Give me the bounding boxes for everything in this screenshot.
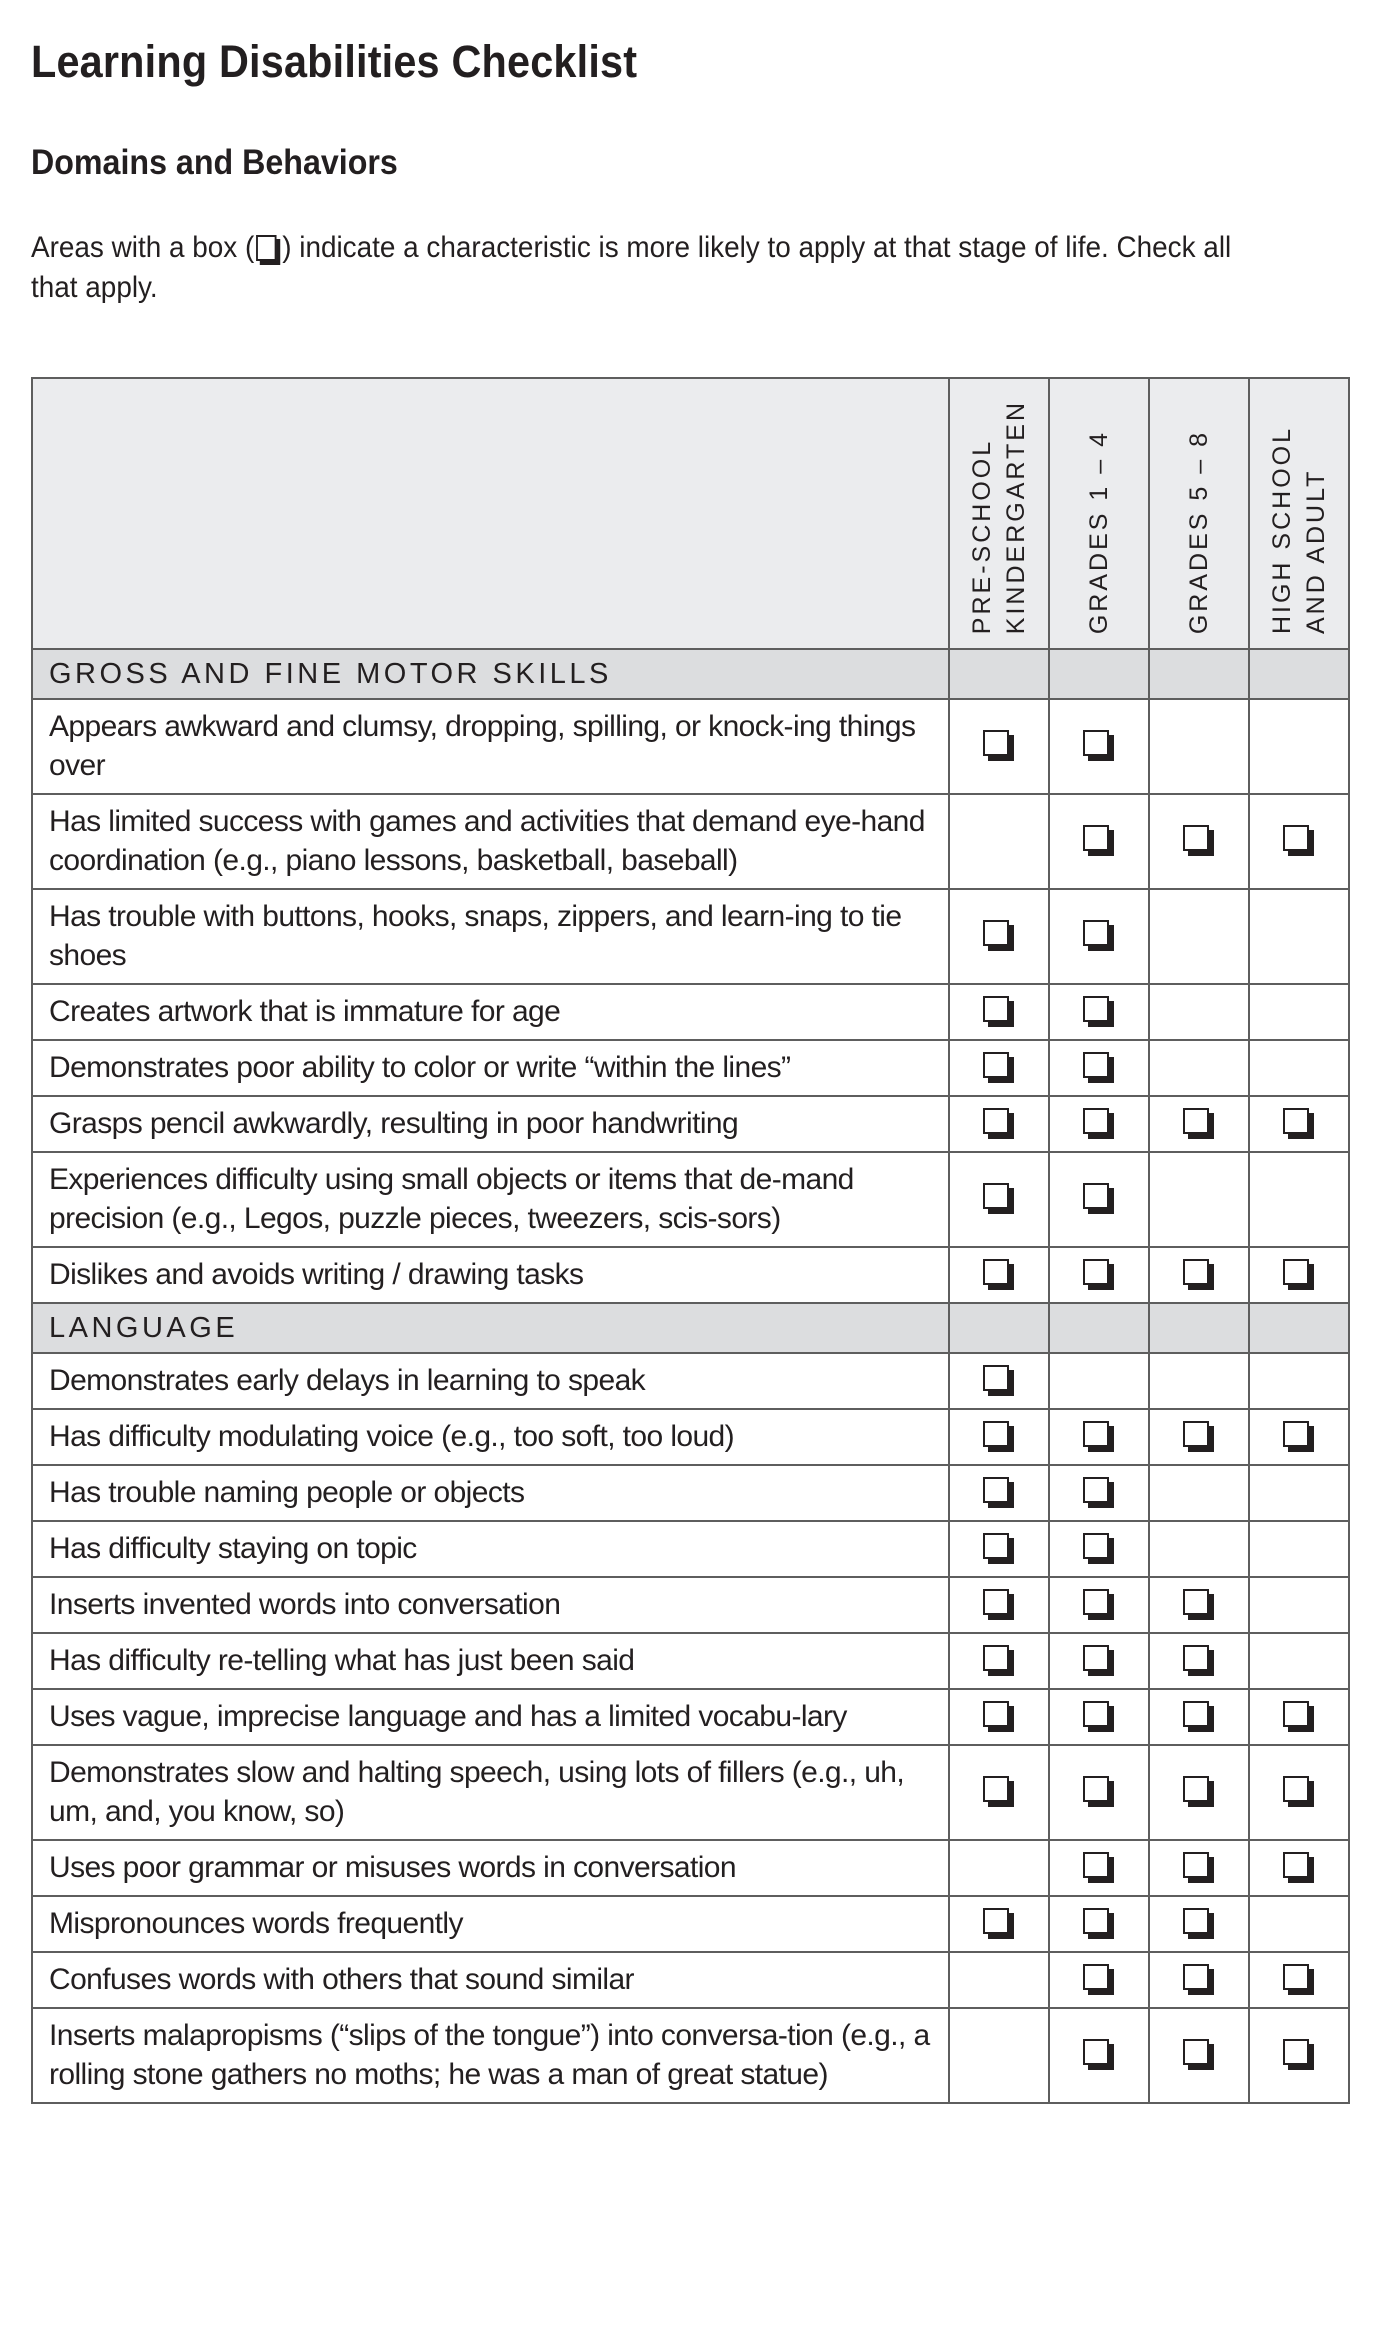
grade-cell: [1249, 1465, 1349, 1521]
behavior-description: Has difficulty staying on topic: [32, 1521, 949, 1577]
grade-cell: [1249, 1521, 1349, 1577]
checkbox-icon[interactable]: [983, 1776, 1009, 1802]
checkbox-icon[interactable]: [983, 1365, 1009, 1391]
section-header-empty-cell: [1249, 649, 1349, 699]
checkbox-icon[interactable]: [1083, 1421, 1109, 1447]
table-row: [32, 1521, 1349, 1577]
grade-cell: [1049, 699, 1149, 794]
grade-cell: [1249, 1633, 1349, 1689]
grade-cell: [949, 699, 1049, 794]
checkbox-icon[interactable]: [1183, 1108, 1209, 1134]
checkbox-icon[interactable]: [1183, 825, 1209, 851]
checkbox-icon[interactable]: [1083, 1108, 1109, 1134]
intro-text-end: ) indicate a characteristic is more likely to apply at that stage of life. Check all that apply.: [31, 231, 1232, 304]
grade-cell: [949, 1952, 1049, 2008]
grade-cell: [949, 889, 1049, 984]
checkbox-icon[interactable]: [1183, 1645, 1209, 1671]
grade-cell: [949, 1896, 1049, 1952]
grade-cell: [1149, 1040, 1249, 1096]
grade-cell: [949, 1353, 1049, 1409]
grade-cell: [1249, 1577, 1349, 1633]
grade-cell: [949, 1152, 1049, 1247]
grade-cell: [1049, 889, 1149, 984]
checkbox-icon[interactable]: [983, 1052, 1009, 1078]
behavior-description: Creates artwork that is immature for age: [32, 984, 949, 1040]
checkbox-icon[interactable]: [1183, 1908, 1209, 1934]
checkbox-icon[interactable]: [1183, 1776, 1209, 1802]
grade-cell: [1049, 1353, 1149, 1409]
checkbox-icon[interactable]: [1083, 1908, 1109, 1934]
checkbox-icon[interactable]: [983, 1533, 1009, 1559]
grade-cell: [1049, 1521, 1149, 1577]
checkbox-icon[interactable]: [1283, 1776, 1309, 1802]
grade-cell: [949, 1840, 1049, 1896]
grade-cell: [1149, 1840, 1249, 1896]
section-header-cell: [32, 649, 949, 699]
checkbox-icon[interactable]: [1083, 1589, 1109, 1615]
table-row: [32, 1353, 1349, 1409]
section-subtitle: Domains and Behaviors: [31, 143, 398, 182]
section-header-empty-cell: [949, 649, 1049, 699]
table-row: [32, 889, 1349, 984]
checkbox-icon[interactable]: [1283, 825, 1309, 851]
table-row: [32, 1247, 1349, 1303]
grade-cell: [1249, 1096, 1349, 1152]
grade-cell: [1049, 1465, 1149, 1521]
checkbox-icon[interactable]: [1283, 1108, 1309, 1134]
grade-cell: [949, 794, 1049, 889]
grade-cell: [1049, 1096, 1149, 1152]
grade-cell: [1149, 1952, 1249, 2008]
checkbox-icon[interactable]: [1083, 1259, 1109, 1285]
section-header-row: [32, 649, 1349, 699]
behavior-description: Appears awkward and clumsy, dropping, spilling, or knock-ing things over: [32, 699, 949, 794]
grade-cell: [1249, 1152, 1349, 1247]
column-header-grades-5-8: GRADES 5 – 8: [1149, 378, 1249, 649]
grade-cell: [1249, 1247, 1349, 1303]
section-header-empty-cell: [1049, 649, 1149, 699]
behavior-description: Has difficulty modulating voice (e.g., too soft, too loud): [32, 1409, 949, 1465]
grade-cell: [1049, 1840, 1149, 1896]
behavior-description: Has trouble naming people or objects: [32, 1465, 949, 1521]
checkbox-icon[interactable]: [983, 1183, 1009, 1209]
behavior-description: Demonstrates early delays in learning to speak: [32, 1353, 949, 1409]
grade-cell: [949, 1689, 1049, 1745]
grade-cell: [1249, 1040, 1349, 1096]
checklist-body: [32, 649, 1349, 2103]
grade-cell: [1049, 1040, 1149, 1096]
behavior-description: Has trouble with buttons, hooks, snaps, zippers, and learn-ing to tie shoes: [32, 889, 949, 984]
checkbox-icon[interactable]: [983, 920, 1009, 946]
checkbox-icon[interactable]: [983, 1421, 1009, 1447]
section-header-empty-cell: [949, 1303, 1049, 1353]
checkbox-icon[interactable]: [983, 1589, 1009, 1615]
column-header-high-school: HIGH SCHOOL AND ADULT: [1249, 378, 1349, 649]
grade-cell: [1149, 2008, 1249, 2103]
behavior-column-header: [32, 378, 949, 649]
checkbox-icon[interactable]: [983, 996, 1009, 1022]
grade-cell: [1249, 1745, 1349, 1840]
grade-cell: [1149, 889, 1249, 984]
checkbox-icon[interactable]: [1083, 1477, 1109, 1503]
grade-cell: [949, 1577, 1049, 1633]
table-row: [32, 1040, 1349, 1096]
grade-cell: [1149, 1353, 1249, 1409]
checkbox-icon[interactable]: [1183, 1589, 1209, 1615]
grade-cell: [1049, 1896, 1149, 1952]
table-row: [32, 1409, 1349, 1465]
table-row: [32, 1633, 1349, 1689]
grade-cell: [1149, 1465, 1249, 1521]
checkbox-icon[interactable]: [1283, 1701, 1309, 1727]
checkbox-icon[interactable]: [1083, 920, 1109, 946]
checkbox-icon[interactable]: [1083, 1852, 1109, 1878]
checkbox-legend-icon: [256, 235, 276, 261]
grade-cell: [1049, 1952, 1149, 2008]
behavior-description: Inserts invented words into conversation: [32, 1577, 949, 1633]
grade-cell: [1149, 794, 1249, 889]
checkbox-icon[interactable]: [1283, 1421, 1309, 1447]
intro-text-start: Areas with a box (: [31, 231, 255, 264]
checkbox-icon[interactable]: [1083, 996, 1109, 1022]
grade-cell: [949, 1247, 1049, 1303]
grade-cell: [1249, 1840, 1349, 1896]
grade-cell: [1249, 699, 1349, 794]
behavior-description: Uses poor grammar or misuses words in conversation: [32, 1840, 949, 1896]
behavior-description: Demonstrates poor ability to color or write “within the lines”: [32, 1040, 949, 1096]
checkbox-icon[interactable]: [1083, 730, 1109, 756]
grade-cell: [949, 2008, 1049, 2103]
grade-cell: [1149, 1409, 1249, 1465]
column-header-grades-1-4: GRADES 1 – 4: [1049, 378, 1149, 649]
checkbox-icon[interactable]: [983, 1701, 1009, 1727]
grade-cell: [1249, 1353, 1349, 1409]
checkbox-icon[interactable]: [1183, 1259, 1209, 1285]
table-row: [32, 1465, 1349, 1521]
checkbox-icon[interactable]: [983, 1908, 1009, 1934]
table-row: [32, 1689, 1349, 1745]
grade-cell: [1249, 1409, 1349, 1465]
checkbox-icon[interactable]: [1083, 1645, 1109, 1671]
table-row: [32, 1896, 1349, 1952]
checkbox-icon[interactable]: [1083, 1183, 1109, 1209]
column-header-preschool: PRE-SCHOOL KINDERGARTEN: [949, 378, 1049, 649]
checkbox-icon[interactable]: [1283, 1852, 1309, 1878]
grade-cell: [1049, 2008, 1149, 2103]
grade-cell: [1049, 1745, 1149, 1840]
checkbox-icon[interactable]: [1083, 1964, 1109, 1990]
grade-cell: [1149, 1521, 1249, 1577]
checkbox-icon[interactable]: [1083, 1533, 1109, 1559]
checkbox-icon[interactable]: [983, 1645, 1009, 1671]
checkbox-icon[interactable]: [1183, 1852, 1209, 1878]
grade-cell: [949, 1521, 1049, 1577]
behavior-description: Grasps pencil awkwardly, resulting in poor handwriting: [32, 1096, 949, 1152]
section-header-empty-cell: [1149, 1303, 1249, 1353]
behavior-description: Experiences difficulty using small objects or items that de-mand precision (e.g., Legos, puzzle pieces, tweezers, scis-sors): [32, 1152, 949, 1247]
grade-cell: [1149, 1577, 1249, 1633]
checkbox-icon[interactable]: [1083, 1701, 1109, 1727]
grade-cell: [1249, 1896, 1349, 1952]
section-header-empty-cell: [1049, 1303, 1149, 1353]
grade-cell: [1049, 1152, 1149, 1247]
grade-cell: [1049, 984, 1149, 1040]
section-header-empty-cell: [1249, 1303, 1349, 1353]
grade-cell: [1049, 1247, 1149, 1303]
intro-text: [31, 228, 1277, 308]
grade-cell: [949, 1633, 1049, 1689]
checkbox-icon[interactable]: [1083, 2039, 1109, 2065]
grade-cell: [949, 1040, 1049, 1096]
checkbox-icon[interactable]: [1083, 1052, 1109, 1078]
grade-cell: [1049, 1409, 1149, 1465]
behavior-description: Has difficulty re-telling what has just been said: [32, 1633, 949, 1689]
table-row: [32, 794, 1349, 889]
behavior-description: Dislikes and avoids writing / drawing tasks: [32, 1247, 949, 1303]
behavior-description: Confuses words with others that sound similar: [32, 1952, 949, 2008]
table-row: [32, 1952, 1349, 2008]
checkbox-icon[interactable]: [983, 1108, 1009, 1134]
section-label: GROSS AND FINE MOTOR SKILLS: [49, 657, 612, 690]
checklist-table: [31, 377, 1350, 2104]
grade-cell: [949, 984, 1049, 1040]
section-header-row: [32, 1303, 1349, 1353]
table-row: [32, 1745, 1349, 1840]
behavior-description: Has limited success with games and activities that demand eye-hand coordination (e.g., piano lessons, basketball, baseball): [32, 794, 949, 889]
grade-cell: [1149, 1152, 1249, 1247]
table-row: [32, 699, 1349, 794]
grade-cell: [949, 1465, 1049, 1521]
checkbox-icon[interactable]: [983, 1259, 1009, 1285]
checkbox-icon[interactable]: [1183, 1421, 1209, 1447]
behavior-description: Uses vague, imprecise language and has a limited vocabu-lary: [32, 1689, 949, 1745]
grade-cell: [1249, 794, 1349, 889]
grade-cell: [1149, 1745, 1249, 1840]
table-row: [32, 1840, 1349, 1896]
checkbox-icon[interactable]: [1183, 1964, 1209, 1990]
behavior-description: Demonstrates slow and halting speech, using lots of fillers (e.g., uh, um, and, you know, so): [32, 1745, 949, 1840]
table-row: [32, 1096, 1349, 1152]
behavior-description: Inserts malapropisms (“slips of the tongue”) into conversa-tion (e.g., a rolling stone gathers no moths; he was a man of great statue): [32, 2008, 949, 2103]
grade-cell: [1149, 1896, 1249, 1952]
grade-cell: [1249, 1689, 1349, 1745]
table-row: [32, 1152, 1349, 1247]
grade-cell: [1149, 1633, 1249, 1689]
grade-cell: [1249, 889, 1349, 984]
behavior-description: Mispronounces words frequently: [32, 1896, 949, 1952]
checkbox-icon[interactable]: [1283, 1259, 1309, 1285]
table-row: [32, 984, 1349, 1040]
grade-cell: [1049, 1633, 1149, 1689]
page-title: Learning Disabilities Checklist: [31, 36, 638, 87]
grade-cell: [1049, 1577, 1149, 1633]
grade-cell: [1149, 1096, 1249, 1152]
table-row: [32, 2008, 1349, 2103]
grade-cell: [1149, 699, 1249, 794]
grade-cell: [1249, 1952, 1349, 2008]
checkbox-icon[interactable]: [1283, 2039, 1309, 2065]
grade-cell: [949, 1409, 1049, 1465]
checkbox-icon[interactable]: [1083, 1776, 1109, 1802]
column-header-row: [32, 378, 1349, 649]
section-header-empty-cell: [1149, 649, 1249, 699]
checkbox-icon[interactable]: [983, 1477, 1009, 1503]
grade-cell: [949, 1096, 1049, 1152]
checkbox-icon[interactable]: [983, 730, 1009, 756]
grade-cell: [1149, 1689, 1249, 1745]
grade-cell: [1249, 984, 1349, 1040]
grade-cell: [1249, 2008, 1349, 2103]
grade-cell: [1149, 1247, 1249, 1303]
section-label: LANGUAGE: [49, 1311, 239, 1344]
table-row: [32, 1577, 1349, 1633]
grade-cell: [1049, 1689, 1149, 1745]
section-header-cell: [32, 1303, 949, 1353]
grade-cell: [949, 1745, 1049, 1840]
grade-cell: [1049, 794, 1149, 889]
checkbox-icon[interactable]: [1283, 1964, 1309, 1990]
checkbox-icon[interactable]: [1083, 825, 1109, 851]
checkbox-icon[interactable]: [1183, 2039, 1209, 2065]
grade-cell: [1149, 984, 1249, 1040]
checkbox-icon[interactable]: [1183, 1701, 1209, 1727]
